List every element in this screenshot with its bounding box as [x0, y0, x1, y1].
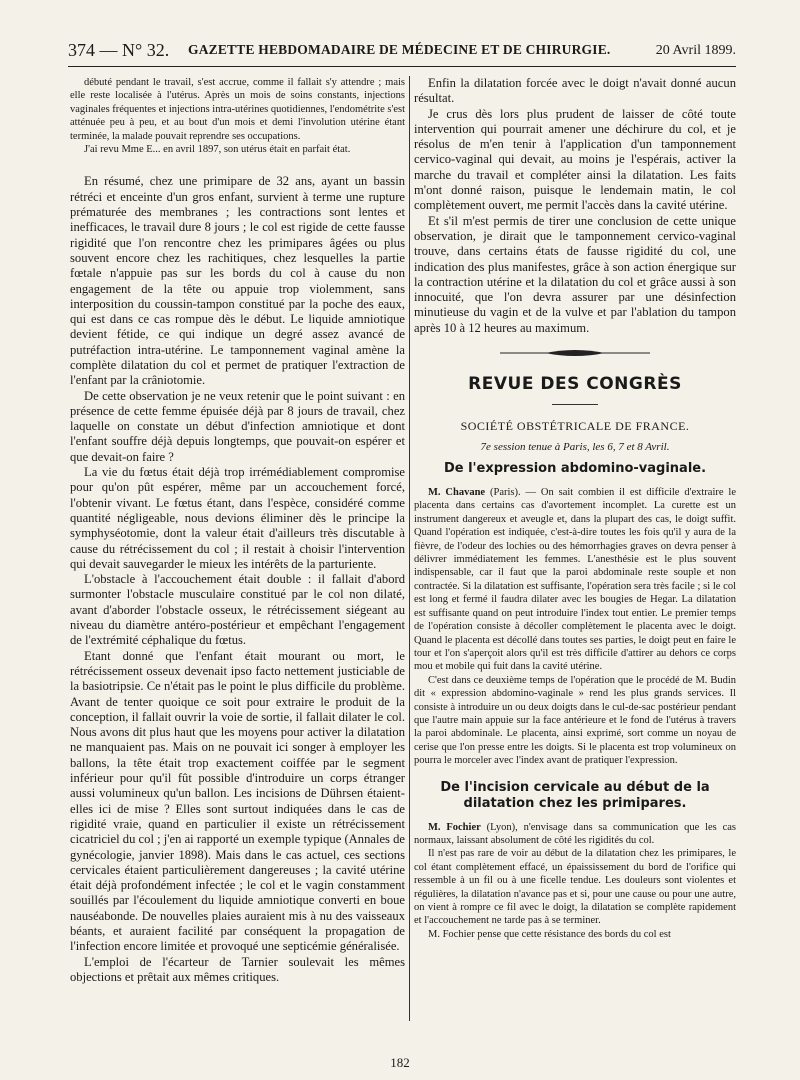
- page-reference: 374 — N° 32.: [68, 40, 170, 60]
- paragraph: La vie du fœtus était déjà trop irrémédiablement compromise pour qu'on pût espérer, même par un accouchement forcé, l'obtenir vivant. Le fœtus étant, dans l'espèce, considéré comme quantité négligeable, nous devions éliminer dès le principe la symphyséotomie, dont la valeur était d'ailleurs très discutable à cause du rétrécissement du col ; il restait à choisir l'intervention qui devait sauvegarder le mieux les intérêts de la parturiente.: [70, 465, 405, 571]
- paragraph: [414, 486, 736, 674]
- paragraph-text: (Paris). — On sait combien il est difficile d'extraire le placenta dans certains cas d'avortement incomplet. La curette est un instrument dangereux et aveugle et, dans la plupart des cas, le doigt suffit. Quand l'opération est indiquée, c'est-à-dire toutes les fois qu'il y aura de la fièvre, de l'odeur des lochies ou des hémorrhagies graves on devra penser à délivrer immédiatement les femmes. L'anesthésie est le plus souvent indispensable, car il faut que la paroi abdominale reste souple et non contractée. Si la dilatation est suffisante, l'opération sera très facile ; si le col est long et fermé il faudra dilater avec les bougies de Hegar. La dilatation est suffisante quand on peut introduire l'index tout entier. Le premier temps de l'opération consiste à décoller complètement le placenta avec le doigt. Quand le placenta est décollé dans toutes ses parties, le doigt peut en faire le tour et l'on s'aperçoit alors qu'il est très difficile d'attirer au dehors ce corps mou et mobile qui fuit dans la cavité utérine.: [414, 487, 736, 673]
- subsection-heading: De l'incision cervicale au début de la dilatation chez les primipares.: [440, 779, 710, 811]
- paragraph: débuté pendant le travail, s'est accrue, comme il fallait s'y attendre ; mais elle reste localisée à l'utérus. Après un mois de soins constants, injections vaginales fréquentes et injections intra-utérines quotidiennes, l'endométrite s'est atténuée peu à peu, et au bout d'un mois et demi l'involution utérine étant terminée, la malade pouvait reprendre ses occupations.: [70, 77, 405, 142]
- paragraph: Il n'est pas rare de voir au début de la dilatation chez les primipares, le col étant complètement effacé, un épaississement du bord de l'orifice qui ressemble à un fil ou à une ficelle tendue. Les douleurs sont violentes et régulières, la dilatation n'avance pas et si, pour une cause ou pour une autre, on vient à rompre ce fil avec le doigt, la dilatation se complète rapidement et l'accouchement ne tarde pas à se terminer.: [414, 848, 736, 927]
- speaker-name: M. Fochier: [428, 821, 481, 833]
- paragraph-text: (Lyon), n'envisage dans sa communication que les cas normaux, laissant absolument de côté les rigidités du col.: [414, 821, 736, 846]
- society-name: SOCIÉTÉ OBSTÉTRICALE DE FRANCE.: [460, 419, 690, 434]
- page-number: 182: [390, 1055, 410, 1070]
- session-info: 7e session tenue à Paris, les 6, 7 et 8 Avril.: [480, 441, 670, 454]
- section-title: REVUE DES CONGRÈS: [468, 374, 682, 395]
- speaker-name: M. Chavane: [428, 487, 486, 499]
- issue-date: 20 Avril 1899.: [655, 43, 736, 58]
- paragraph: C'est dans ce deuxième temps de l'opération que le procédé de M. Budin dit « expression abdomino-vaginale » rend les plus grands services. Il consiste à introduire un ou deux doigts dans le cul-de-sac postérieur pendant que l'autre main appuie sur la face antérieure et le fond de l'utérus à travers la paroi abdominale. Le placenta, ainsi exprimé, sort comme un noyau de cerise que l'on presse entre les doigts. Si le placenta est trop volumineux on pourra le morceler avec l'index avant de pratiquer l'expression.: [414, 674, 736, 767]
- title-rule: [552, 404, 598, 405]
- paragraph: M. Fochier pense que cette résistance des bords du col est: [428, 928, 671, 940]
- paragraph: Je crus dès lors plus prudent de laisser de côté toute intervention qui pourrait amener une déchirure du col, et je résolus de m'en tenir à l'application d'un tamponnement cervico-vaginal qui devait, au moins je l'espérais, activer la marche du travail et compléter ainsi la dilatation. Les faits m'ont donné raison, puisque le lendemain matin, le col complètement ouvert, me permit l'accès dans la cavité utérine.: [414, 106, 736, 213]
- right-column: [414, 76, 736, 1036]
- column-divider: [409, 76, 410, 1021]
- paragraph: Etant donné que l'enfant était mourant ou mort, le rétrécissement osseux devenait ipso facto nettement justiciable de la basiotripsie. Ce n'était pas le point le plus difficile du problème. Avant de tenter quoique ce soit pour extraire le produit de la conception, il fallait ouvrir la voie de sortie, il fallait dilater le col. Nous avons dit plus haut que les moyens pour activer la dilatation ne manquaient pas. Mais on ne pouvait ici songer à employer les ballons, la tête était trop exactement coiffée par le segment inférieur pour qu'il fût possible d'introduire un corps étranger aussi volumineux qu'un ballon. Les incisions de Dührsen étaient-elles ici de mise ? Elles sont surtout indiquées dans le cas de rigidité vraie, quand en particulier il existe un rétrécissement cicatriciel du col ; j'en ai rapporté un exemple typique (Annales de gynécologie, janvier 1898). Mais dans le cas actuel, ces sections cervicales étaient particulièrement dangereuses ; la cavité utérine était déjà profondément infectée ; le col et le vagin constamment souillés par l'écoulement du liquide amniotique converti en boue nauséabonde. De nouvelles plaies auraient mis à nu des vaisseaux béants, et auraient facilité par conséquent la propagation de l'infection encore limitée et provoqué une septicémie généralisée.: [70, 648, 405, 954]
- section-ornament: [414, 348, 736, 358]
- paragraph: Enfin la dilatation forcée avec le doigt n'avait donné aucun résultat.: [414, 76, 736, 106]
- paragraph: Et s'il m'est permis de tirer une conclusion de cette unique observation, je dirait que le tamponnement cervico-vaginal trouve, dans certains états de fausse rigidité du col, une indication des plus manifestes, grâce à son action énergique sur la contraction utérine et la dilatation du col et grâce aussi à son innocuité, que l'on devra assurer par une désinfection minutieuse du vagin et de la vulve et par l'ablation du tampon après 10 à 12 heures au maximum.: [414, 213, 736, 335]
- journal-title: GAZETTE HEBDOMADAIRE DE MÉDECINE ET DE CHIRURGIE.: [188, 42, 611, 57]
- running-header: [68, 40, 736, 67]
- left-column: [70, 76, 405, 1026]
- paragraph: J'ai revu Mme E... en avril 1897, son utérus était en parfait état.: [84, 144, 351, 156]
- paragraph: En résumé, chez une primipare de 32 ans, ayant un bassin rétréci et enceinte d'un gros enfant, survient à terme une rupture prématurée des membranes ; les contractions sont lentes et inefficaces, le travail dure 8 jours ; le col est rigide de cette fausse rigidité que l'on rencontre chez les primipares âgées ou plus souvent encore chez les rachitiques, chez lesquelles la partie fœtale n'appuie pas sur les bords du col à cause du non engagement de la tête ou appuie trop violemment, sans interposition du coussin-tampon constitué par la poche des eaux, qui est dans ce cas rompue dès le début. Le liquide amniotique devient fétide, ce qui indique un degré assez avancé de putréfaction intra-utérine. Le tamponnement vaginal amène la complète dilatation du col et permet de pratiquer l'extraction de l'enfant par la crâniotomie.: [70, 174, 405, 388]
- paragraph: L'emploi de l'écarteur de Tarnier soulevait les mêmes objections et prêtait aux mêmes critiques.: [70, 954, 405, 984]
- paragraph: L'obstacle à l'accouchement était double : il fallait d'abord surmonter l'obstacle musculaire constitué par le col non dilaté, avant d'aborder l'obstacle osseux, le rétrécissement siégeant au niveau du diamètre antéro-postérieur et empêchant l'engagement de l'extrémité céphalique du fœtus.: [70, 572, 405, 648]
- paragraph: De cette observation je ne veux retenir que le point suivant : en présence de cette femme épuisée déjà par 8 jours de travail, chez laquelle on constate un début d'infection amniotique et dont l'enfant souffre déjà depuis longtemps, que pouvait-on espérer et que devait-on faire ?: [70, 388, 405, 464]
- subsection-heading: De l'expression abdomino-vaginale.: [443, 461, 707, 477]
- paragraph: [414, 821, 736, 848]
